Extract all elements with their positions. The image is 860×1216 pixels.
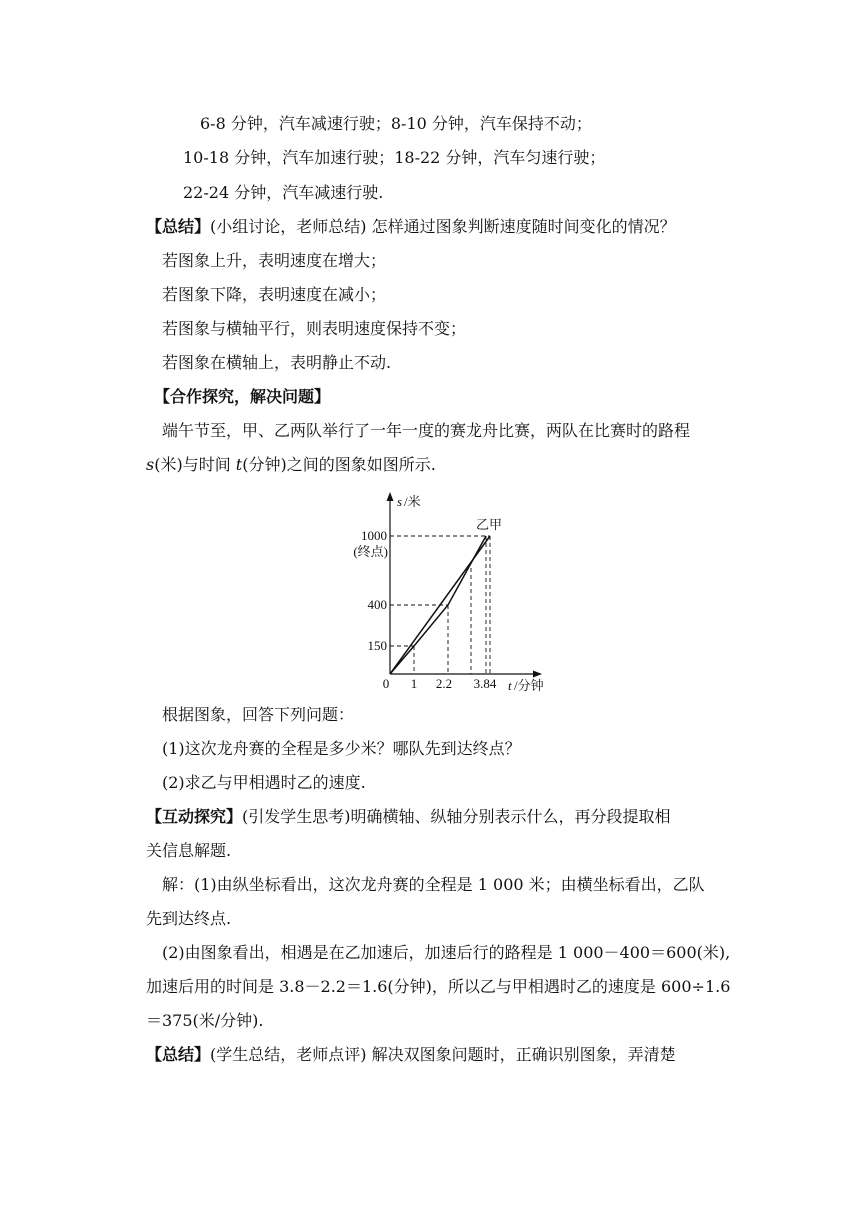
y-axis-label-unit: /米	[404, 494, 421, 509]
problem-line-1: 端午节至，甲、乙两队举行了一年一度的赛龙舟比赛，两队在比赛时的路程	[162, 421, 691, 440]
text-line-7: 若图象与横轴平行，则表明速度保持不变；	[162, 319, 467, 338]
y-tick-150: 150	[367, 638, 387, 653]
summary-text: (小组讨论，老师总结) 怎样通过图象判断速度随时间变化的情况？	[210, 217, 676, 236]
y-tick-1000: 1000	[361, 528, 387, 543]
summary2-text: (学生总结，老师点评) 解决双图象问题时，正确识别图象，弄清楚	[210, 1045, 676, 1064]
y-tick-note: (终点)	[353, 544, 388, 559]
solution-line-1: 解：(1)由纵坐标看出，这次龙舟赛的全程是 1 000 米；由横坐标看出，乙队	[162, 875, 705, 894]
text-line-3: 22-24 分钟，汽车减速行驶.	[183, 183, 384, 202]
summary-tag: 【总结】	[146, 217, 211, 236]
distance-time-graph	[340, 490, 555, 695]
problem-text-a: (米)与时间	[154, 455, 236, 474]
text-line-8: 若图象在横轴上，表明静止不动.	[162, 353, 392, 372]
question-1: (1)这次龙舟赛的全程是多少米？哪队先到达终点？	[162, 739, 521, 758]
x-axis-label-var: t	[508, 678, 512, 693]
problem-text-b: (分钟)之间的图象如图所示.	[242, 455, 436, 474]
var-t: t	[235, 455, 243, 474]
solution-line-5: ＝375(米/分钟).	[146, 1011, 264, 1030]
summary2-tag: 【总结】	[146, 1045, 211, 1064]
x-axis-arrow	[533, 671, 542, 678]
solution-line-4: 加速后用的时间是 3.8－2.2＝1.6(分钟)，所以乙与甲相遇时乙的速度是 600÷1.6	[146, 977, 731, 996]
x-tick-2-2: 2.2	[435, 676, 453, 691]
text-line-1: 6-8 分钟，汽车减速行驶；8-10 分钟，汽车保持不动；	[200, 114, 592, 133]
y-tick-400: 400	[367, 597, 387, 612]
question-intro: 根据图象，回答下列问题：	[162, 705, 355, 724]
var-s: s	[146, 455, 155, 474]
x-axis-label-unit: /分钟	[514, 678, 544, 693]
solution-line-3: (2)由图象看出，相遇是在乙加速后，加速后行的路程是 1 000－400＝600(米),	[162, 943, 731, 962]
y-axis-label-var: s	[397, 494, 403, 509]
text-line-2: 10-18 分钟，汽车加速行驶；18-22 分钟，汽车匀速行驶；	[183, 148, 606, 167]
explore-line-2: 关信息解题.	[146, 841, 232, 860]
problem-line-2	[146, 455, 436, 475]
origin-label: 0	[382, 676, 390, 691]
text-line-6: 若图象下降，表明速度在减小；	[162, 285, 387, 304]
y-axis-arrow	[387, 492, 394, 501]
explore-text: (引发学生思考)明确横轴、纵轴分别表示什么，再分段提取相	[242, 807, 671, 826]
explore-tag: 【互动探究】	[146, 807, 243, 826]
section-heading: 【合作探究，解决问题】	[154, 387, 331, 406]
text-line-5: 若图象上升，表明速度在增大；	[162, 251, 387, 270]
solution-line-2: 先到达终点.	[146, 909, 232, 928]
explore-line-1	[146, 807, 671, 827]
x-tick-3-84: 3.84	[473, 676, 497, 691]
summary-line-1	[146, 217, 676, 237]
summary2-line	[146, 1045, 676, 1065]
series-labels: 乙甲	[476, 517, 503, 532]
question-2: (2)求乙与甲相遇时乙的速度.	[162, 773, 366, 792]
x-tick-1: 1	[410, 676, 418, 691]
